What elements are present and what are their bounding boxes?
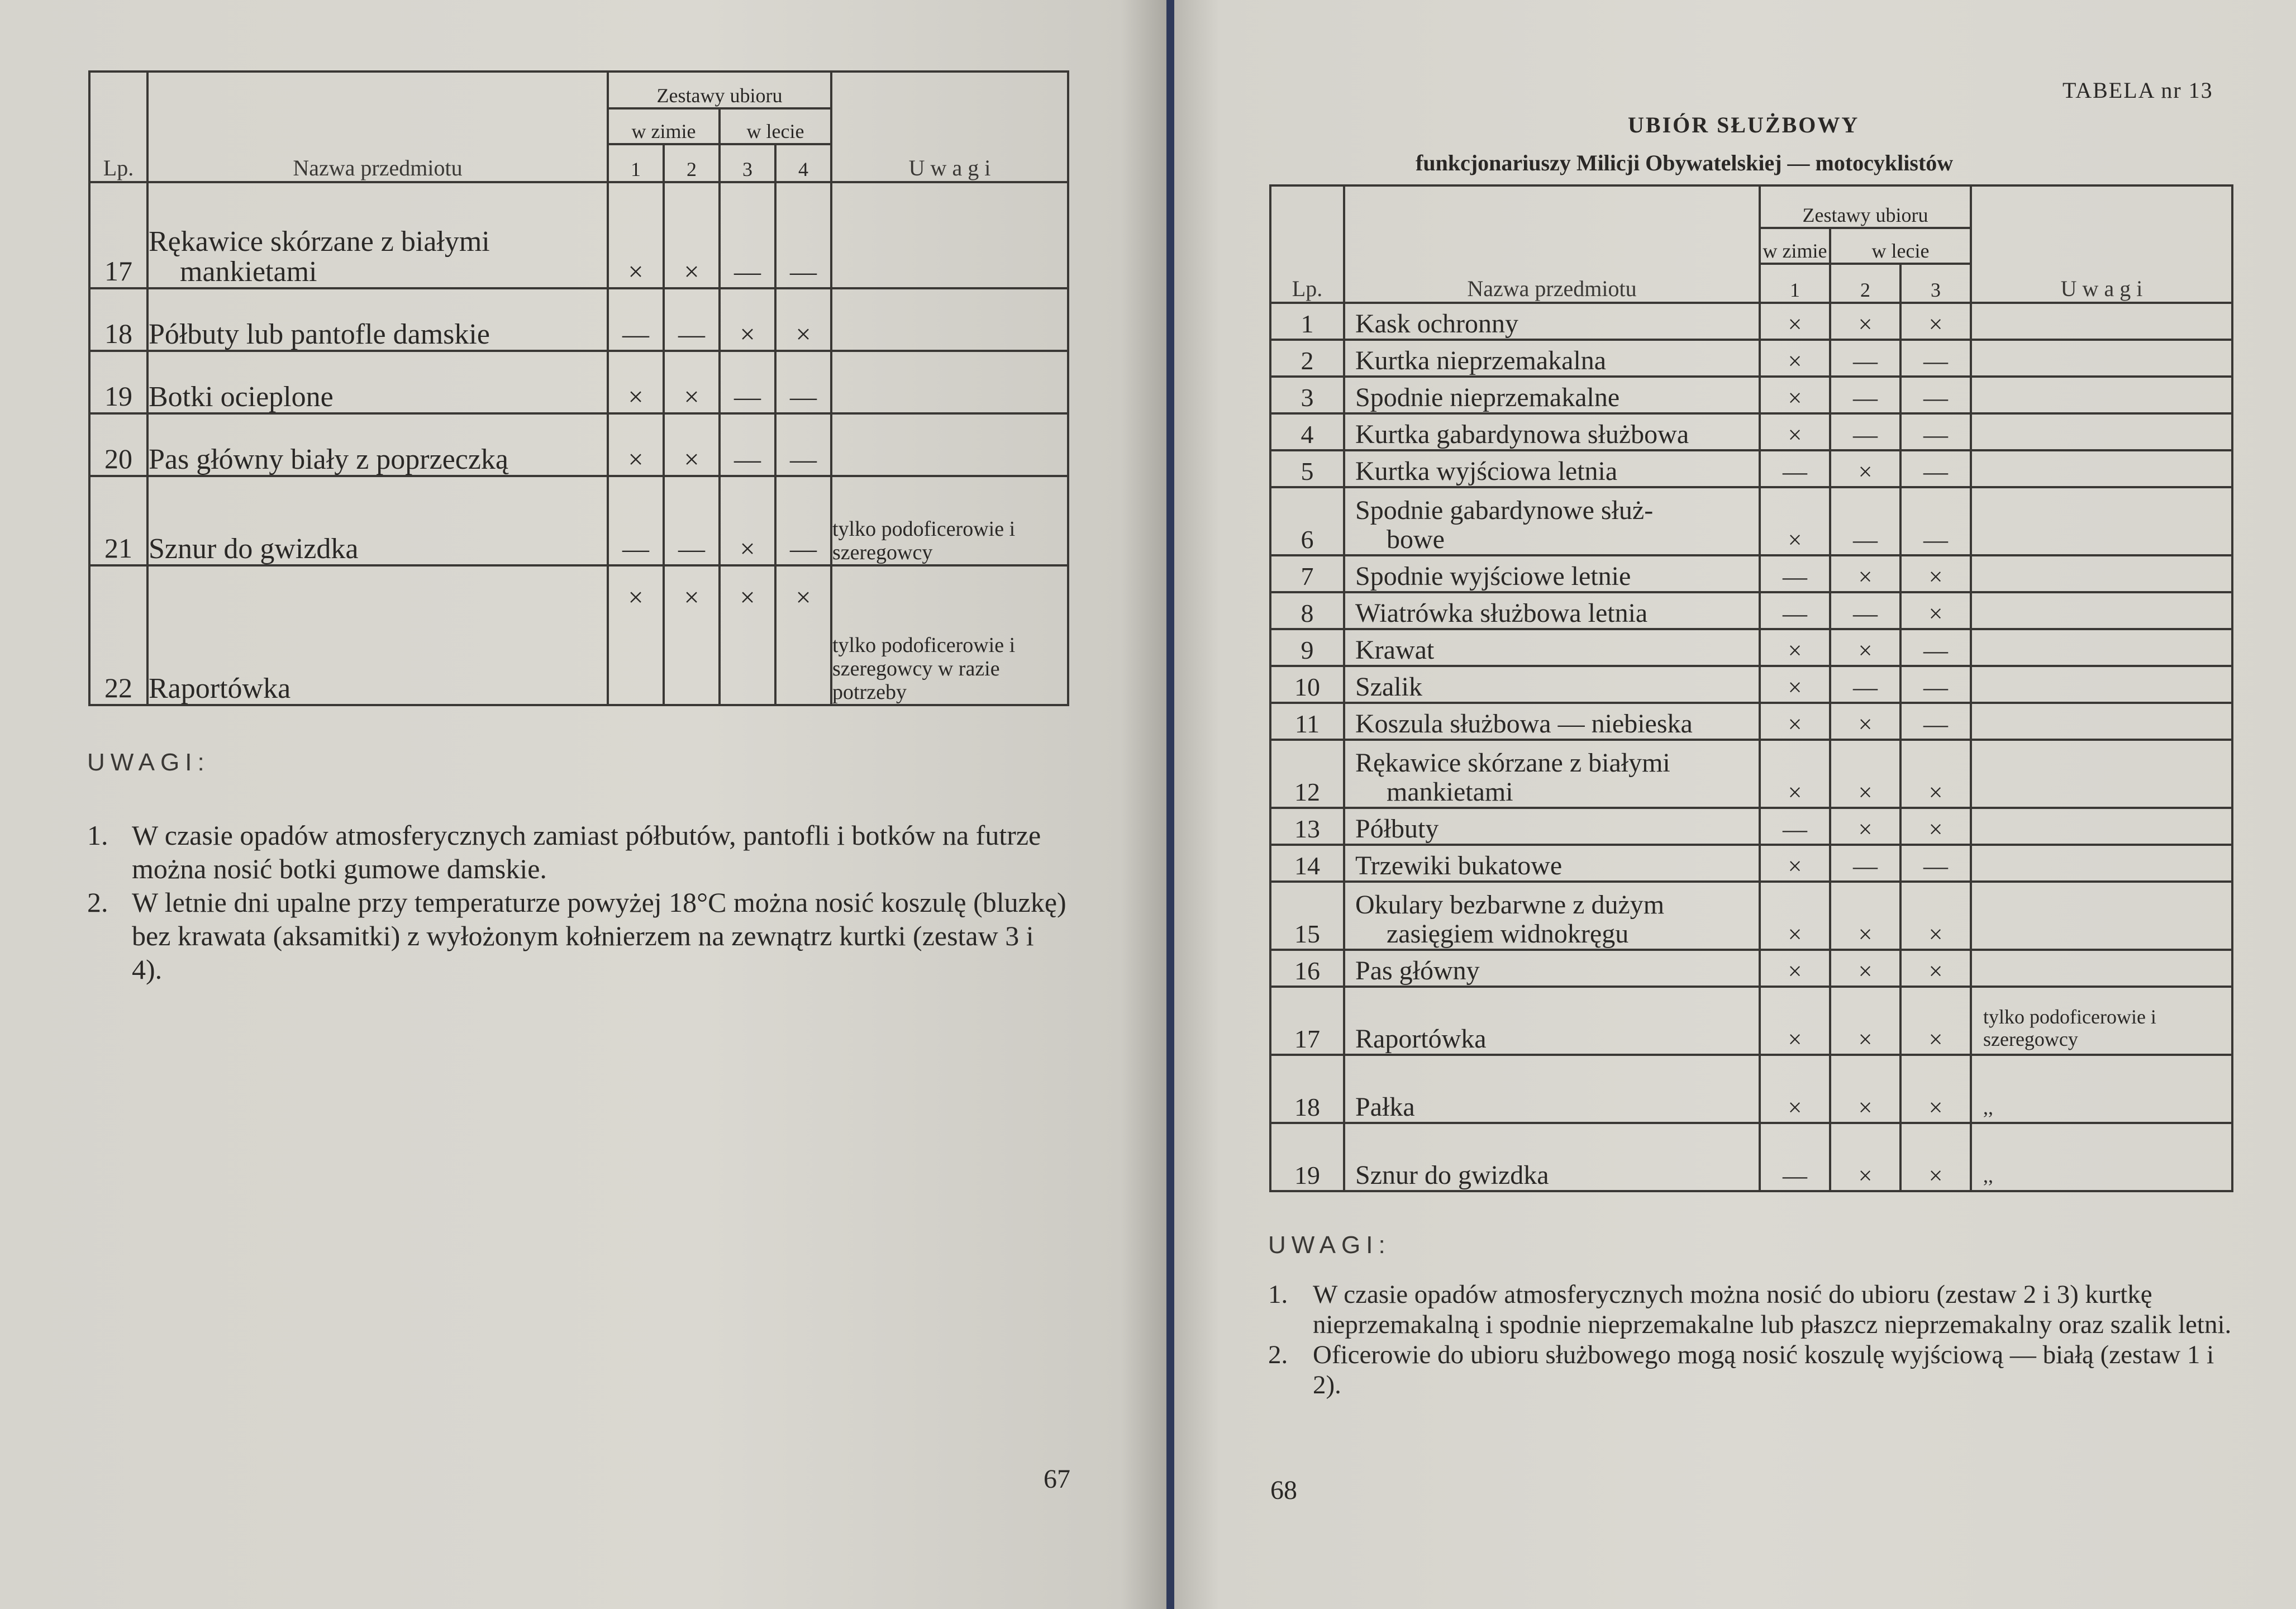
col-1-header: 1 [608, 144, 664, 182]
item-name-line2: bowe [1387, 525, 1445, 554]
mark-cell: — [1900, 629, 1971, 666]
mark-cell: × [1900, 950, 1971, 987]
mark-cell: — [1830, 377, 1900, 413]
item-name-line1: Rękawice skórzane z białymi [149, 226, 490, 258]
table-row [1270, 808, 2232, 845]
notes-list [87, 818, 1070, 986]
mark-cell: × [1830, 450, 1900, 487]
mark-cell: × [1760, 340, 1830, 377]
mark-cell: — [775, 476, 831, 565]
table-row [1270, 703, 2232, 740]
mark-cell: — [720, 182, 775, 288]
table-row [1270, 740, 2232, 808]
item-name-line1: Kask ochronny [1355, 309, 1518, 339]
item-name-line1: Kurtka gabardynowa służbowa [1355, 420, 1689, 449]
item-name: Pas główny biały z poprzeczką [147, 413, 608, 476]
notes-list [1268, 1279, 2240, 1400]
item-name [1344, 340, 1760, 377]
page-number: 67 [1044, 1464, 1070, 1494]
notes-title: UWAGI: [87, 749, 210, 776]
row-number: 10 [1270, 666, 1344, 703]
note-cell: tylko podoficerowie i szeregowcy w razie potrzeby [831, 565, 1068, 705]
item-name [1344, 377, 1760, 413]
mark-cell: — [1830, 340, 1900, 377]
item-name-line1: Spodnie wyjściowe letnie [1355, 561, 1631, 591]
mark-cell: × [608, 413, 664, 476]
table-row [1270, 1123, 2232, 1191]
table-row [1270, 450, 2232, 487]
col-3-header: 3 [720, 144, 775, 182]
mark-cell: — [1760, 592, 1830, 629]
mark-cell: × [1900, 592, 1971, 629]
mark-cell: × [1760, 845, 1830, 882]
row-number: 19 [1270, 1123, 1344, 1191]
notes-title: UWAGI: [1268, 1231, 1391, 1259]
winter-header: w zimie [608, 108, 720, 144]
mark-cell: × [1830, 1055, 1900, 1123]
mark-cell: — [1900, 703, 1971, 740]
mark-cell: × [1760, 303, 1830, 340]
note-number: 2. [1268, 1340, 1288, 1369]
note-cell [1971, 555, 2232, 592]
note-number: 2. [87, 887, 108, 918]
row-number: 15 [1270, 882, 1344, 950]
mark-cell: — [664, 288, 720, 351]
note-cell [1971, 950, 2232, 987]
row-number: 18 [1270, 1055, 1344, 1123]
mark-cell: × [1760, 1055, 1830, 1123]
note-cell [1971, 592, 2232, 629]
item-name-line1: Trzewiki bukatowe [1355, 851, 1563, 880]
lp-header: Lp. [89, 72, 147, 182]
mark-cell: × [1830, 950, 1900, 987]
item-name-line1: Raportówka [1355, 1024, 1487, 1054]
item-name [1344, 555, 1760, 592]
item-name: Raportówka [147, 565, 608, 705]
table-row [1270, 987, 2232, 1055]
row-number: 12 [1270, 740, 1344, 808]
row-number: 22 [89, 565, 147, 705]
table-row [1270, 303, 2232, 340]
item-name [1344, 487, 1760, 555]
row-number: 18 [89, 288, 147, 351]
row-number: 13 [1270, 808, 1344, 845]
mark-cell: × [1760, 666, 1830, 703]
note-item [1268, 1340, 2240, 1400]
item-name-line1: Kurtka wyjściowa letnia [1355, 456, 1618, 486]
mark-cell: × [1830, 808, 1900, 845]
note-cell: tylko podoficerowie i szeregowcy [831, 476, 1068, 565]
item-name [1344, 303, 1760, 340]
table-row [1270, 555, 2232, 592]
mark-cell: — [1760, 808, 1830, 845]
note-cell [831, 182, 1068, 288]
row-number: 17 [1270, 987, 1344, 1055]
item-name [1344, 413, 1760, 450]
mark-cell: × [1900, 882, 1971, 950]
item-name-line1: Pas główny [1355, 956, 1480, 986]
item-name-line1: Rękawice skórzane z białymi [1355, 748, 1670, 778]
name-header: Nazwa przedmiotu [147, 72, 608, 182]
note-cell [1971, 666, 2232, 703]
mark-cell: — [775, 182, 831, 288]
table-title: UBIÓR SŁUŻBOWY [1628, 112, 1860, 137]
notes-header: U w a g i [1971, 185, 2232, 303]
mark-cell: × [664, 182, 720, 288]
note-text: Oficerowie do ubioru służbowego mogą nosić koszulę wyjściową — białą (zestaw 1 i 2). [1313, 1340, 2214, 1399]
item-name-line1: Okulary bezbarwne z dużym [1355, 890, 1665, 920]
item-name [147, 182, 608, 288]
item-name [1344, 1055, 1760, 1123]
item-name: Sznur do gwizdka [147, 476, 608, 565]
right-uniform-table [1269, 184, 2233, 1192]
row-number: 11 [1270, 703, 1344, 740]
table-row [1270, 882, 2232, 950]
row-number: 17 [89, 182, 147, 288]
col-2-header: 2 [664, 144, 720, 182]
note-item [87, 818, 1070, 886]
mark-cell: × [1900, 303, 1971, 340]
mark-cell: — [775, 413, 831, 476]
mark-cell: × [775, 565, 831, 705]
col-2-header: 2 [1830, 264, 1900, 303]
note-cell [1971, 629, 2232, 666]
mark-cell: — [664, 476, 720, 565]
note-item [87, 886, 1070, 986]
mark-cell: × [775, 288, 831, 351]
item-name-line1: Spodnie gabardynowe służ- [1355, 496, 1654, 525]
item-name-line1: Spodnie nieprzemakalne [1355, 383, 1620, 412]
mark-cell: × [720, 476, 775, 565]
mark-cell: — [775, 351, 831, 413]
mark-cell: × [1760, 882, 1830, 950]
sets-header: Zestawy ubioru [1760, 185, 1971, 228]
note-cell [1971, 303, 2232, 340]
col-1-header: 1 [1760, 264, 1830, 303]
note-text: W czasie opadów atmosferycznych można nosić do ubioru (zestaw 2 i 3) kurtkę nieprzemakalną i spodnie nieprzemakalne lub płaszcz nieprzemakalny oraz szalik letni. [1313, 1280, 2232, 1339]
note-cell [1971, 413, 2232, 450]
note-cell [1971, 703, 2232, 740]
mark-cell: × [1760, 487, 1830, 555]
col-3-header: 3 [1900, 264, 1971, 303]
mark-cell: — [1830, 487, 1900, 555]
row-number: 7 [1270, 555, 1344, 592]
mark-cell: × [1900, 740, 1971, 808]
summer-header: w lecie [720, 108, 831, 144]
mark-cell: × [608, 351, 664, 413]
right-table-body [1270, 303, 2232, 1191]
mark-cell: — [1760, 1123, 1830, 1191]
mark-cell: × [1830, 1123, 1900, 1191]
mark-cell: — [1830, 666, 1900, 703]
item-name [1344, 592, 1760, 629]
note-cell [1971, 740, 2232, 808]
mark-cell: — [1900, 450, 1971, 487]
note-number: 1. [1268, 1280, 1288, 1309]
row-number: 6 [1270, 487, 1344, 555]
mark-cell: × [1830, 555, 1900, 592]
note-text: W letnie dni upalne przy temperaturze powyżej 18°C można nosić koszulę (bluzkę) bez krawata (aksamitki) z wyłożonym kołnierzem na zewnątrz kurtki (zestaw 3 i 4). [132, 887, 1066, 985]
row-number: 9 [1270, 629, 1344, 666]
item-name [1344, 808, 1760, 845]
mark-cell: — [1900, 487, 1971, 555]
mark-cell: × [664, 565, 720, 705]
notes-header: U w a g i [831, 72, 1068, 182]
item-name-line1: Kurtka nieprzemakalna [1355, 346, 1607, 375]
item-name-line1: Sznur do gwizdka [1355, 1160, 1549, 1190]
row-number: 20 [89, 413, 147, 476]
col-4-header: 4 [775, 144, 831, 182]
item-name [1344, 450, 1760, 487]
note-cell [1971, 845, 2232, 882]
mark-cell: × [1900, 808, 1971, 845]
table-row [89, 413, 1068, 476]
table-row [1270, 629, 2232, 666]
note-cell [1971, 340, 2232, 377]
row-number: 21 [89, 476, 147, 565]
sets-header: Zestawy ubioru [608, 72, 831, 108]
row-number: 1 [1270, 303, 1344, 340]
item-name [1344, 740, 1760, 808]
table-row [1270, 340, 2232, 377]
mark-cell: — [1760, 450, 1830, 487]
row-number: 8 [1270, 592, 1344, 629]
mark-cell: — [1900, 666, 1971, 703]
mark-cell: × [1830, 740, 1900, 808]
note-text: W czasie opadów atmosferycznych zamiast półbutów, pantofli i botków na futrze można nosić botki gumowe damskie. [132, 820, 1041, 884]
mark-cell: — [608, 476, 664, 565]
table-row [1270, 666, 2232, 703]
item-name-line1: Szalik [1355, 672, 1422, 702]
mark-cell: × [1760, 377, 1830, 413]
table-row [1270, 1055, 2232, 1123]
note-cell [1971, 487, 2232, 555]
item-name: Botki ocieplone [147, 351, 608, 413]
mark-cell: × [1760, 413, 1830, 450]
note-cell [831, 351, 1068, 413]
mark-cell: × [1830, 882, 1900, 950]
note-item [1268, 1279, 2240, 1340]
item-name-line1: Wiatrówka służbowa letnia [1355, 598, 1648, 628]
mark-cell: × [608, 565, 664, 705]
lp-header: Lp. [1270, 185, 1344, 303]
table-row [89, 351, 1068, 413]
mark-cell: × [1830, 303, 1900, 340]
mark-cell: × [608, 182, 664, 288]
item-name [1344, 950, 1760, 987]
item-name [1344, 882, 1760, 950]
row-number: 3 [1270, 377, 1344, 413]
note-cell [1971, 377, 2232, 413]
mark-cell: × [1760, 987, 1830, 1055]
item-name [1344, 666, 1760, 703]
row-number: 5 [1270, 450, 1344, 487]
table-row [89, 565, 1068, 705]
note-cell [1971, 882, 2232, 950]
table-row [1270, 950, 2232, 987]
table-row [1270, 377, 2232, 413]
mark-cell: × [1830, 987, 1900, 1055]
table-row [89, 476, 1068, 565]
row-number: 19 [89, 351, 147, 413]
item-name-line1: Koszula służbowa — niebieska [1355, 709, 1693, 739]
item-name: Półbuty lub pantofle damskie [147, 288, 608, 351]
table-row [1270, 592, 2232, 629]
summer-header: w lecie [1830, 228, 1971, 264]
mark-cell: × [1760, 629, 1830, 666]
note-cell: ,, [1971, 1123, 2232, 1191]
item-name [1344, 987, 1760, 1055]
mark-cell: × [1900, 555, 1971, 592]
note-cell [831, 288, 1068, 351]
item-name [1344, 1123, 1760, 1191]
mark-cell: × [720, 565, 775, 705]
item-name [1344, 703, 1760, 740]
row-number: 16 [1270, 950, 1344, 987]
page-number: 68 [1270, 1475, 1297, 1505]
mark-cell: × [1830, 703, 1900, 740]
mark-cell: × [1900, 987, 1971, 1055]
note-cell [1971, 808, 2232, 845]
mark-cell: — [1900, 377, 1971, 413]
note-cell: tylko podoficerowie i szeregowcy [1971, 987, 2232, 1055]
item-name-line2: mankietami [1387, 777, 1513, 807]
mark-cell: — [1830, 845, 1900, 882]
item-name [1344, 845, 1760, 882]
mark-cell: × [664, 413, 720, 476]
mark-cell: × [1760, 740, 1830, 808]
left-uniform-table [88, 70, 1069, 706]
mark-cell: × [1900, 1055, 1971, 1123]
item-name-line1: Krawat [1355, 635, 1435, 665]
mark-cell: × [1830, 629, 1900, 666]
name-header: Nazwa przedmiotu [1344, 185, 1760, 303]
table-row [1270, 845, 2232, 882]
table-row [1270, 413, 2232, 450]
table-row [89, 182, 1068, 288]
item-name [1344, 629, 1760, 666]
table-number: TABELA nr 13 [2062, 78, 2213, 103]
mark-cell: × [1760, 950, 1830, 987]
item-name-line2: mankietami [180, 256, 317, 288]
mark-cell: — [720, 351, 775, 413]
note-cell [831, 413, 1068, 476]
item-name-line1: Pałka [1355, 1092, 1415, 1122]
row-number: 14 [1270, 845, 1344, 882]
mark-cell: — [1830, 413, 1900, 450]
row-number: 2 [1270, 340, 1344, 377]
note-cell: ,, [1971, 1055, 2232, 1123]
table-row [89, 288, 1068, 351]
row-number: 4 [1270, 413, 1344, 450]
mark-cell: — [1760, 555, 1830, 592]
mark-cell: × [720, 288, 775, 351]
mark-cell: — [1830, 592, 1900, 629]
note-number: 1. [87, 820, 108, 851]
note-cell [1971, 450, 2232, 487]
mark-cell: × [664, 351, 720, 413]
mark-cell: × [1900, 1123, 1971, 1191]
mark-cell: × [1760, 703, 1830, 740]
mark-cell: — [1900, 845, 1971, 882]
mark-cell: — [1900, 413, 1971, 450]
item-name-line2: zasięgiem widnokręgu [1387, 919, 1629, 949]
mark-cell: — [1900, 340, 1971, 377]
table-subtitle: funkcjonariuszy Milicji Obywatelskiej — motocyklistów [1416, 150, 1954, 175]
right-page [1174, 0, 2296, 1609]
winter-header: w zimie [1760, 228, 1830, 264]
mark-cell: — [608, 288, 664, 351]
mark-cell: — [720, 413, 775, 476]
item-name-line1: Półbuty [1355, 814, 1439, 844]
table-row [1270, 487, 2232, 555]
